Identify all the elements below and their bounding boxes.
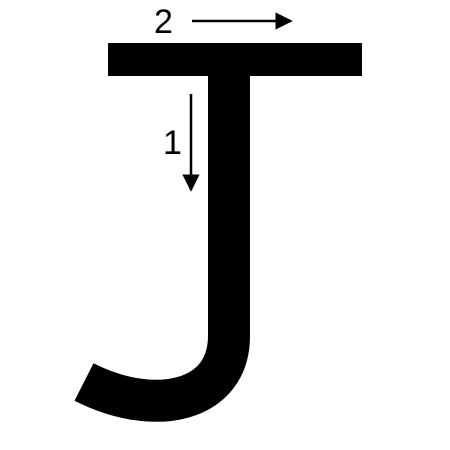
letter-j-stem [208, 76, 250, 336]
stroke-2-number: 2 [154, 3, 173, 41]
stroke-2-indicator [154, 3, 291, 41]
letter-j-top-bar [108, 43, 362, 76]
letter-j-glyph [84, 43, 362, 401]
letter-j-hook [84, 336, 229, 401]
stroke-1-number: 1 [163, 124, 182, 162]
stroke-1-indicator [163, 94, 191, 190]
